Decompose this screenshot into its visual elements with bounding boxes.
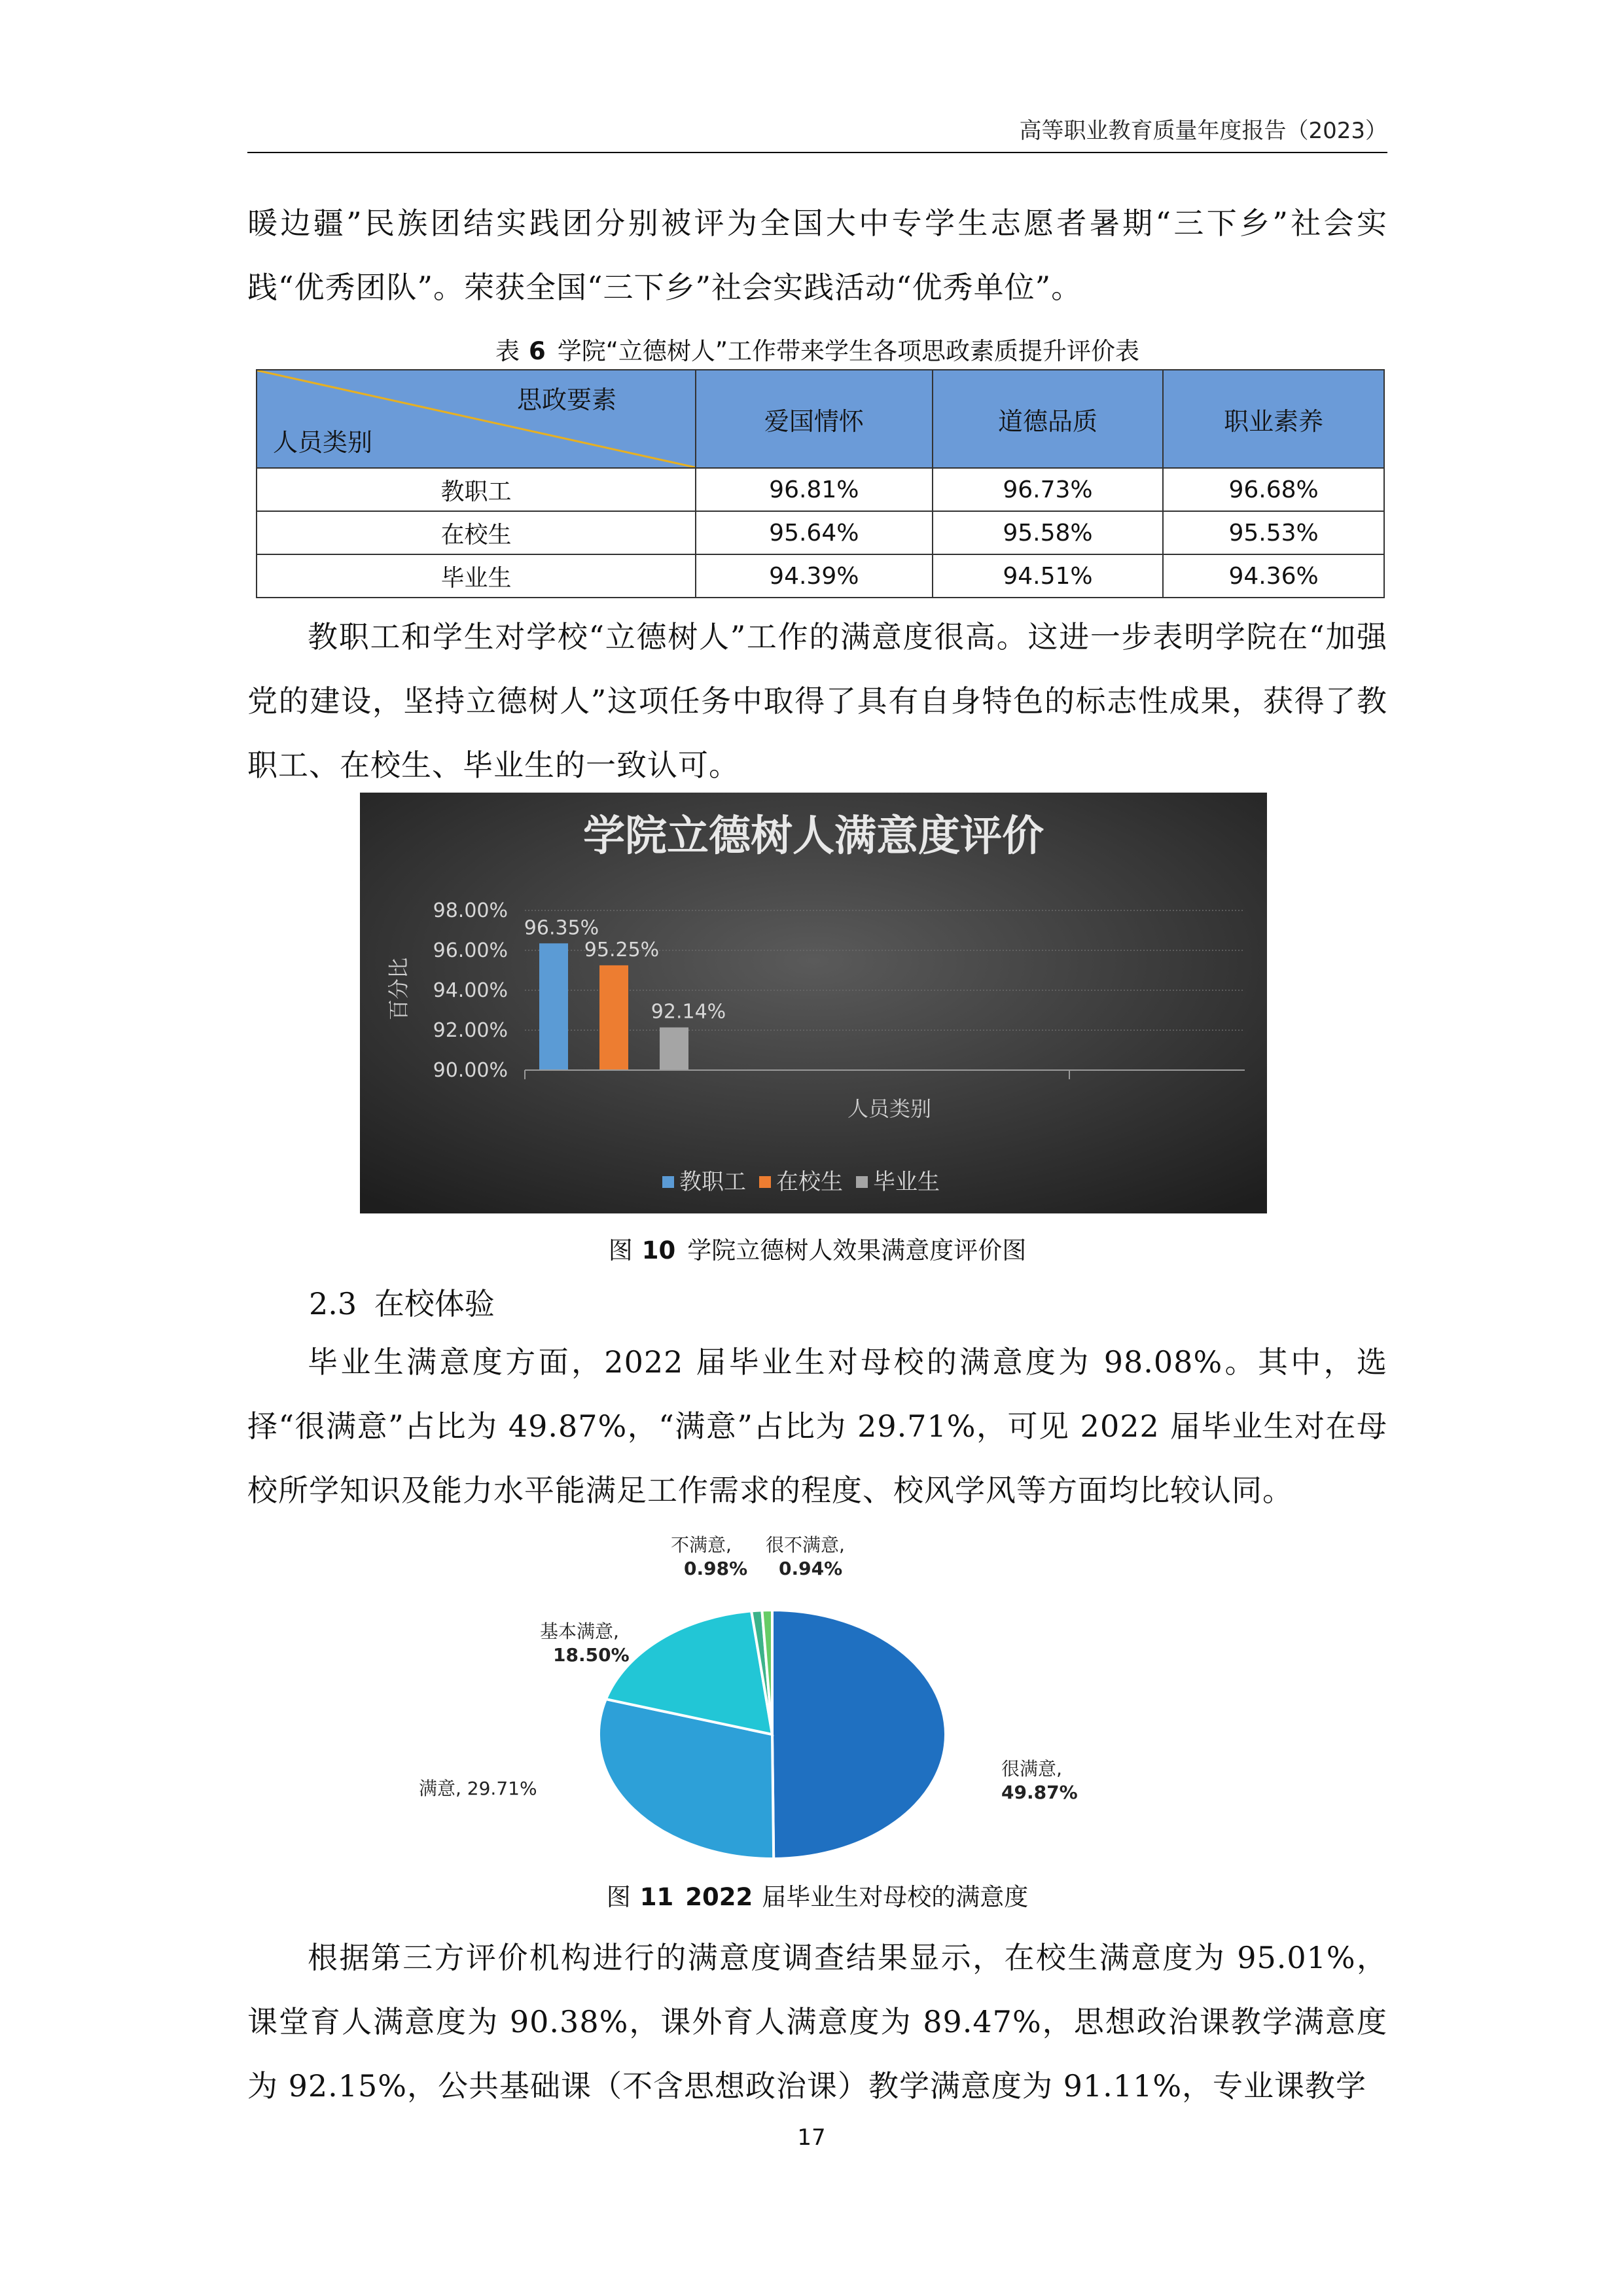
table-cell: 95.58% xyxy=(933,511,1164,554)
column-header: 爱国情怀 xyxy=(696,370,933,468)
legend-swatch xyxy=(856,1176,868,1188)
corner-top-label: 思政要素 xyxy=(516,386,616,414)
legend-label: 在校生 xyxy=(776,1169,843,1195)
header-rule xyxy=(247,152,1387,153)
section-number: 2.3 xyxy=(309,1286,357,1321)
pie-label-value: 49.87% xyxy=(1001,1782,1078,1803)
table-corner-cell xyxy=(257,370,696,468)
pie-label-name: 基本满意, xyxy=(540,1621,619,1642)
satisfaction-bar-chart xyxy=(360,793,1267,1213)
table-caption-number: 6 xyxy=(528,337,546,365)
pie-label-value: 0.98% xyxy=(684,1558,748,1579)
y-tick-label: 90.00% xyxy=(433,1059,508,1082)
figure-11-title: 届毕业生对母校的满意度 xyxy=(762,1883,1029,1911)
table-cell: 95.64% xyxy=(696,511,933,554)
figure-11-number: 11 xyxy=(639,1883,674,1911)
corner-bottom-label: 人员类别 xyxy=(273,428,373,457)
table-row xyxy=(257,511,1384,554)
y-tick-label: 98.00% xyxy=(433,899,508,922)
graduate-satisfaction-pie-chart xyxy=(393,1505,1178,1872)
legend-label: 教职工 xyxy=(679,1169,746,1195)
page-header: 高等职业教育质量年度报告（2023） xyxy=(1019,118,1387,144)
column-header: 道德品质 xyxy=(933,370,1164,468)
bar-1 xyxy=(539,943,568,1070)
table-caption-label: 表 xyxy=(495,337,520,365)
row-label: 毕业生 xyxy=(257,554,696,598)
data-label: 96.35% xyxy=(524,916,599,940)
chart-y-label: 百分比 xyxy=(386,957,411,1021)
table-caption-title: 学院“立德树人”工作带来学生各项思政素质提升评价表 xyxy=(557,337,1140,365)
table-cell: 94.36% xyxy=(1163,554,1384,598)
pie-slice-1 xyxy=(772,1610,946,1859)
table-cell: 94.51% xyxy=(933,554,1164,598)
table-caption xyxy=(247,331,1387,367)
section-title: 在校体验 xyxy=(374,1286,495,1321)
y-tick-label: 96.00% xyxy=(433,939,508,962)
pie-label-name: 很不满意, xyxy=(766,1534,845,1556)
pie-label-name: 不满意, xyxy=(671,1534,732,1556)
column-header: 职业素养 xyxy=(1163,370,1384,468)
figure-11-label: 图 xyxy=(606,1883,631,1911)
figure-11-caption xyxy=(247,1877,1387,1912)
figure-10-number: 10 xyxy=(641,1236,676,1265)
page-number: 17 xyxy=(797,2125,826,2151)
bar-3 xyxy=(660,1028,688,1070)
paragraph-1: 暖边疆”民族团结实践团分别被评为全国大中专学生志愿者暑期“三下乡”社会实践“优秀团队”。荣获全国“三下乡”社会实践活动“优秀单位”。 xyxy=(247,206,1387,305)
pie-slices xyxy=(599,1610,946,1859)
y-tick-label: 94.00% xyxy=(433,979,508,1002)
figure-10-label: 图 xyxy=(608,1236,633,1265)
chart-legend xyxy=(662,1169,940,1195)
table-cell: 94.39% xyxy=(696,554,933,598)
paragraph-3: 毕业生满意度方面，2022 届毕业生对母校的满意度为 98.08%。其中，选择“很满意”占比为 49.87%，“满意”占比为 29.71%，可见 2022 届毕业生对在母校所学知识及能力水平能满足工作需求的程度、校风学风等方面均比较认同。 xyxy=(247,1344,1387,1508)
pie-label-value: 0.94% xyxy=(779,1558,843,1579)
row-label: 教职工 xyxy=(257,468,696,511)
data-label: 95.25% xyxy=(584,938,660,961)
pie-label-name: 很满意, xyxy=(1001,1758,1062,1780)
paragraph-4: 根据第三方评价机构进行的满意度调查结果显示，在校生满意度为 95.01%，课堂育人满意度为 90.38%，课外育人满意度为 89.47%，思想政治课教学满意度为 92.15%，公共基础课（不含思想政治课）教学满意度为 91.11%，专业课教学 xyxy=(247,1940,1387,2104)
paragraph-2: 教职工和学生对学校“立德树人”工作的满意度很高。这进一步表明学院在“加强党的建设，坚持立德树人”这项任务中取得了具有自身特色的标志性成果，获得了教职工、在校生、毕业生的一致认可。 xyxy=(247,619,1387,783)
table-header-row xyxy=(257,370,1384,468)
figure-11-year: 2022 xyxy=(685,1883,753,1911)
table-cell: 96.68% xyxy=(1163,468,1384,511)
chart-title: 学院立德树人满意度评价 xyxy=(583,812,1044,861)
y-tick-label: 92.00% xyxy=(433,1019,508,1042)
table-row xyxy=(257,554,1384,598)
pie-label: 满意, 29.71% xyxy=(419,1778,537,1799)
row-label: 在校生 xyxy=(257,511,696,554)
data-label: 92.14% xyxy=(651,1000,726,1024)
figure-10-title: 学院立德树人效果满意度评价图 xyxy=(687,1236,1027,1265)
figure-10-caption xyxy=(247,1230,1387,1266)
evaluation-table xyxy=(256,369,1385,598)
table-row xyxy=(257,468,1384,511)
chart-x-label: 人员类别 xyxy=(847,1096,932,1121)
table-cell: 95.53% xyxy=(1163,511,1384,554)
bar-2 xyxy=(599,965,628,1070)
table-cell: 96.73% xyxy=(933,468,1164,511)
legend-swatch xyxy=(759,1176,771,1188)
table-cell: 96.81% xyxy=(696,468,933,511)
pie-label-value: 18.50% xyxy=(553,1644,630,1666)
legend-swatch xyxy=(662,1176,674,1188)
legend-label: 毕业生 xyxy=(873,1169,940,1195)
section-heading xyxy=(309,1280,495,1323)
